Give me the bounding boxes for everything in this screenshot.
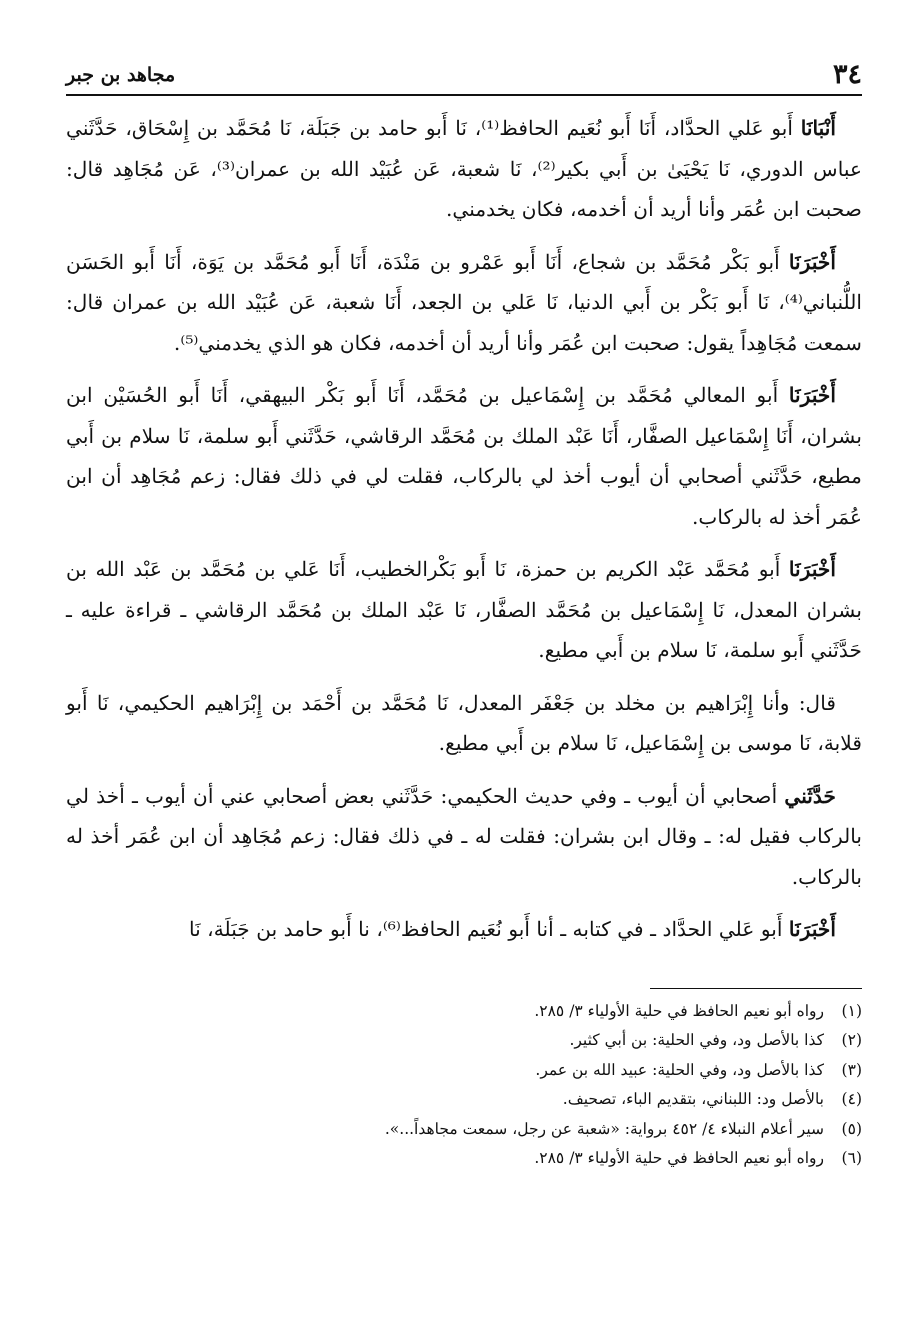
paragraph-text: أصحابي أن أيوب ـ وفي حديث الحكيمي: حَدَّثَني بعض أصحابي عني أن أيوب ـ أخذ لي بالركاب فقيل له: ـ وقال ابن بشران: فقلت له ـ في ذلك فقال: زعم مُجَاهِد أن ابن عُمَر أخذ له بالركاب. — [66, 783, 862, 889]
footnote-text: كذا بالأصل ود، وفي الحلية: عبيد الله بن عمر. — [535, 1060, 824, 1079]
page-header — [66, 0, 862, 96]
footnote-text: بالأصل ود: اللبناني، بتقديم الباء، تصحيف. — [562, 1090, 824, 1108]
running-title: مجاهد بن جبر — [66, 64, 176, 86]
footnote — [66, 1085, 862, 1115]
paragraph-lead: أَخْبَرَنَا — [788, 557, 836, 581]
footnote — [66, 997, 862, 1027]
paragraph — [66, 375, 862, 537]
paragraph-text: أَبو بَكْر مُحَمَّد بن شجاع، أَنَا أَبو عَمْرو بن مَنْدَة، أَنَا أَبو مُحَمَّد بن يَوَة، أَنَا أَبو الحَسَن اللُّنباني⁽⁴⁾، نَا أَبو بَكْر بن أَبي الدنيا، نَا عَلي بن الجعد، أَنَا شعبة، عَن عُبَيْد الله بن عمران قال: سمعت مُجَاهِداً يقول: صحبت ابن عُمَر وأنا أريد أن أخدمه، فكان هو الذي يخدمني⁽⁵⁾. — [66, 249, 862, 355]
footnote-text: سير أعلام النبلاء ٤/ ٤٥٢ برواية: «شعبة عن رجل، سمعت مجاهداً...». — [384, 1119, 824, 1138]
paragraph — [66, 909, 862, 950]
paragraph-lead: أَنْبَانَا — [800, 116, 836, 140]
paragraph-text: أَبو المعالي مُحَمَّد بن إِسْمَاعيل بن مُحَمَّد، أَنَا أَبو بَكْر البيهقي، أَنَا أَبو الحُسَيْن ابن بشران، أَنَا إِسْمَاعيل الصفَّار، أَنَا عَبْد الملك بن مُحَمَّد الرقاشي، حَدَّثَني أَبو سلمة، نَا سلام بن أَبي مطيع، حَدَّثَني أصحابي أن أيوب أخذ لي بالركاب، فقلت لي في ذلك فقال: زعم مُجَاهِد أن ابن عُمَر أخذ له بالركاب. — [66, 383, 862, 529]
footnote-number: (٦) — [841, 1149, 862, 1167]
footnote — [66, 1115, 862, 1145]
paragraph-lead: أَخْبَرَنَا — [788, 917, 836, 941]
paragraph-text: أَبو عَلي الحدَّاد ـ في كتابه ـ أنا أَبو نُعَيم الحافظ⁽⁶⁾، نا أَبو حامد بن جَبَلَة، نَا — [189, 917, 789, 941]
footnote-number: (١) — [841, 1001, 862, 1020]
main-text — [66, 108, 862, 950]
footnote — [66, 1144, 862, 1174]
paragraph — [66, 776, 862, 898]
footnote-number: (٢) — [841, 1031, 862, 1049]
paragraph-text: قال: وأنا إِبْرَاهيم بن مخلد بن جَعْفَر المعدل، نَا مُحَمَّد بن أَحْمَد بن إِبْرَاهيم الحكيمي، نَا أَبو قلابة، نَا موسى بن إِسْمَاعيل، نَا سلام بن أَبي مطيع. — [66, 690, 862, 755]
paragraph-lead: أَخْبَرَنَا — [788, 383, 836, 407]
page-number: ٣٤ — [832, 59, 862, 90]
footnote-text: رواه أبو نعيم الحافظ في حلية الأولياء ٣/ ٢٨٥. — [534, 1001, 824, 1020]
paragraph-lead: أَخْبَرَنَا — [788, 249, 836, 274]
paragraph-lead: حَدَّثَني — [784, 783, 836, 808]
footnote — [66, 1026, 862, 1056]
paragraph — [66, 242, 862, 364]
footnote-text: رواه أبو نعيم الحافظ في حلية الأولياء ٣/ ٢٨٥. — [534, 1149, 824, 1167]
paragraph — [66, 549, 862, 671]
footnote-number: (٣) — [841, 1060, 862, 1079]
footnote-text: كذا بالأصل ود، وفي الحلية: بن أبي كثير. — [569, 1031, 824, 1049]
footnote-number: (٤) — [841, 1090, 862, 1108]
paragraph — [66, 108, 862, 230]
footnotes — [66, 997, 862, 1174]
footnote-divider — [650, 988, 862, 989]
paragraph — [66, 683, 862, 764]
paragraph-text: أَبو مُحَمَّد عَبْد الكريم بن حمزة، نَا أَبو بَكْرالخطيب، أَنَا عَلي بن مُحَمَّد بن عَبْد الله بن بشران المعدل، نَا إِسْمَاعيل بن مُحَمَّد الصفَّار، نَا عَبْد الملك بن مُحَمَّد الرقاشي ـ قراءة عليه ـ حَدَّثَني أَبو سلمة، نَا سلام بن أَبي مطيع. — [66, 557, 862, 662]
footnote — [66, 1056, 862, 1086]
footnote-number: (٥) — [841, 1119, 862, 1138]
paragraph-text: أَبو عَلي الحدَّاد، أَنَا أَبو نُعَيم الحافظ⁽¹⁾، نَا أَبو حامد بن جَبَلَة، نَا مُحَمَّد بن إِسْحَاق، حَدَّثَني عباس الدوري، نَا يَحْيَىٰ بن أَبي بكير⁽²⁾، نَا شعبة، عَن عُبَيْد الله بن عمران⁽³⁾، عَن مُجَاهِد قال: صحبت ابن عُمَر وأنا أريد أن أخدمه، فكان يخدمني. — [66, 116, 863, 221]
